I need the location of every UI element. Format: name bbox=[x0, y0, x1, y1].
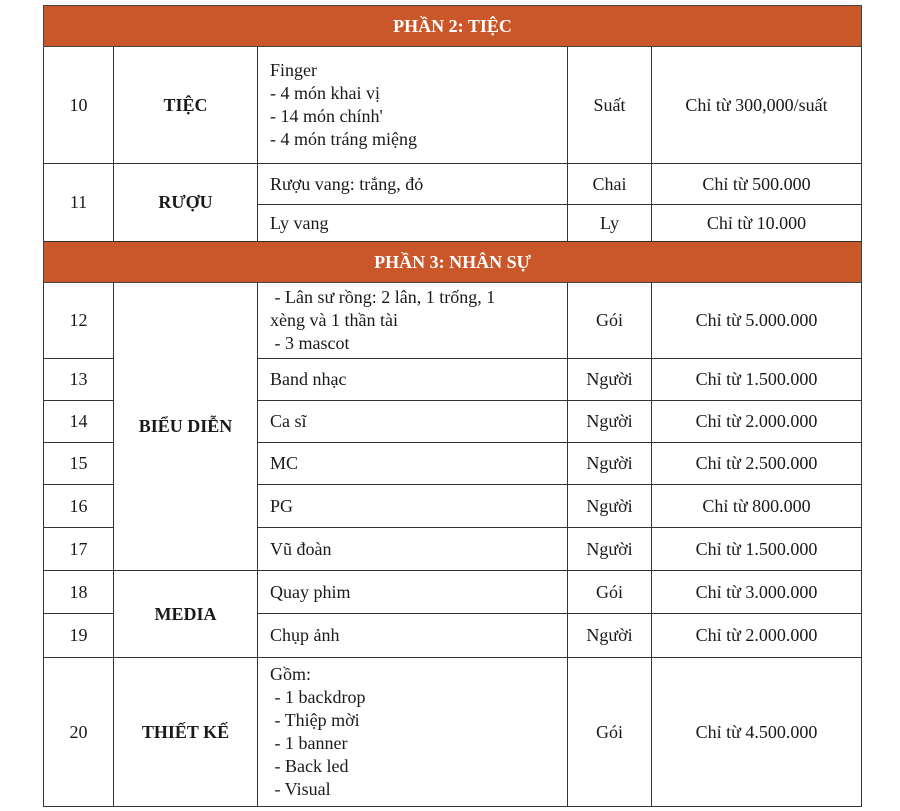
row-category: RƯỢU bbox=[114, 164, 258, 242]
row-number: 14 bbox=[44, 401, 114, 443]
description-line: - 1 backdrop bbox=[270, 687, 366, 707]
row-price: Chỉ từ 3.000.000 bbox=[652, 571, 862, 614]
row-category: MEDIA bbox=[114, 571, 258, 658]
row-price: Chỉ từ 1.500.000 bbox=[652, 528, 862, 571]
row-number: 20 bbox=[44, 658, 114, 807]
row-unit: Người bbox=[568, 443, 652, 485]
row-price: Chỉ từ 500.000 bbox=[652, 164, 862, 205]
section-title: PHẦN 3: NHÂN SỰ bbox=[44, 242, 862, 283]
section-title: PHẦN 2: TIỆC bbox=[44, 6, 862, 47]
row-description: Chụp ảnh bbox=[258, 614, 568, 658]
row-unit: Chai bbox=[568, 164, 652, 205]
row-price: Chỉ từ 800.000 bbox=[652, 485, 862, 528]
row-description: Quay phim bbox=[258, 571, 568, 614]
row-description: Ca sĩ bbox=[258, 401, 568, 443]
row-description: PG bbox=[258, 485, 568, 528]
row-unit: Người bbox=[568, 614, 652, 658]
row-price: Chỉ từ 4.500.000 bbox=[652, 658, 862, 807]
description-line: - Visual bbox=[270, 779, 331, 799]
row-number: 18 bbox=[44, 571, 114, 614]
row-description: Vũ đoàn bbox=[258, 528, 568, 571]
description-line: - Back led bbox=[270, 756, 349, 776]
row-price: Chỉ từ 2.000.000 bbox=[652, 401, 862, 443]
table-row bbox=[44, 571, 862, 614]
row-unit: Gói bbox=[568, 283, 652, 359]
row-unit: Người bbox=[568, 485, 652, 528]
table-row bbox=[44, 164, 862, 205]
description-line: xèng và 1 thần tài bbox=[270, 310, 398, 330]
row-price: Chỉ từ 1.500.000 bbox=[652, 359, 862, 401]
row-description: Rượu vang: trắng, đỏ bbox=[258, 164, 568, 205]
section-header-staff bbox=[44, 242, 862, 283]
row-description: MC bbox=[258, 443, 568, 485]
table-row bbox=[44, 658, 862, 807]
row-unit: Người bbox=[568, 528, 652, 571]
row-category: BIỂU DIỄN bbox=[114, 283, 258, 571]
row-number: 11 bbox=[44, 164, 114, 242]
row-description: Band nhạc bbox=[258, 359, 568, 401]
description-line: - Thiệp mời bbox=[270, 710, 360, 730]
row-price: Chỉ từ 2.500.000 bbox=[652, 443, 862, 485]
row-number: 15 bbox=[44, 443, 114, 485]
price-table bbox=[43, 5, 862, 807]
row-category: THIẾT KẾ bbox=[114, 658, 258, 807]
row-unit: Suất bbox=[568, 47, 652, 164]
description-line: - 14 món chính' bbox=[270, 106, 383, 126]
section-header-party bbox=[44, 6, 862, 47]
row-price: Chỉ từ 2.000.000 bbox=[652, 614, 862, 658]
row-description: Ly vang bbox=[258, 205, 568, 242]
row-number: 13 bbox=[44, 359, 114, 401]
row-number: 12 bbox=[44, 283, 114, 359]
row-price: Chỉ từ 5.000.000 bbox=[652, 283, 862, 359]
description-line: - 1 banner bbox=[270, 733, 348, 753]
row-number: 10 bbox=[44, 47, 114, 164]
row-description bbox=[258, 283, 568, 359]
row-category: TIỆC bbox=[114, 47, 258, 164]
description-line: - Lân sư rồng: 2 lân, 1 trống, 1 bbox=[270, 287, 496, 307]
row-number: 16 bbox=[44, 485, 114, 528]
row-number: 17 bbox=[44, 528, 114, 571]
row-description bbox=[258, 47, 568, 164]
description-line: - 4 món tráng miệng bbox=[270, 129, 417, 149]
row-price: Chỉ từ 10.000 bbox=[652, 205, 862, 242]
row-number: 19 bbox=[44, 614, 114, 658]
row-description bbox=[258, 658, 568, 807]
description-line: - 4 món khai vị bbox=[270, 83, 380, 103]
description-line: - 3 mascot bbox=[270, 333, 350, 353]
row-unit: Gói bbox=[568, 571, 652, 614]
row-unit: Người bbox=[568, 401, 652, 443]
description-line: Finger bbox=[270, 60, 317, 80]
table-row bbox=[44, 283, 862, 359]
row-unit: Người bbox=[568, 359, 652, 401]
table-row bbox=[44, 47, 862, 164]
row-price: Chỉ từ 300,000/suất bbox=[652, 47, 862, 164]
row-unit: Gói bbox=[568, 658, 652, 807]
row-unit: Ly bbox=[568, 205, 652, 242]
description-line: Gồm: bbox=[270, 664, 312, 684]
